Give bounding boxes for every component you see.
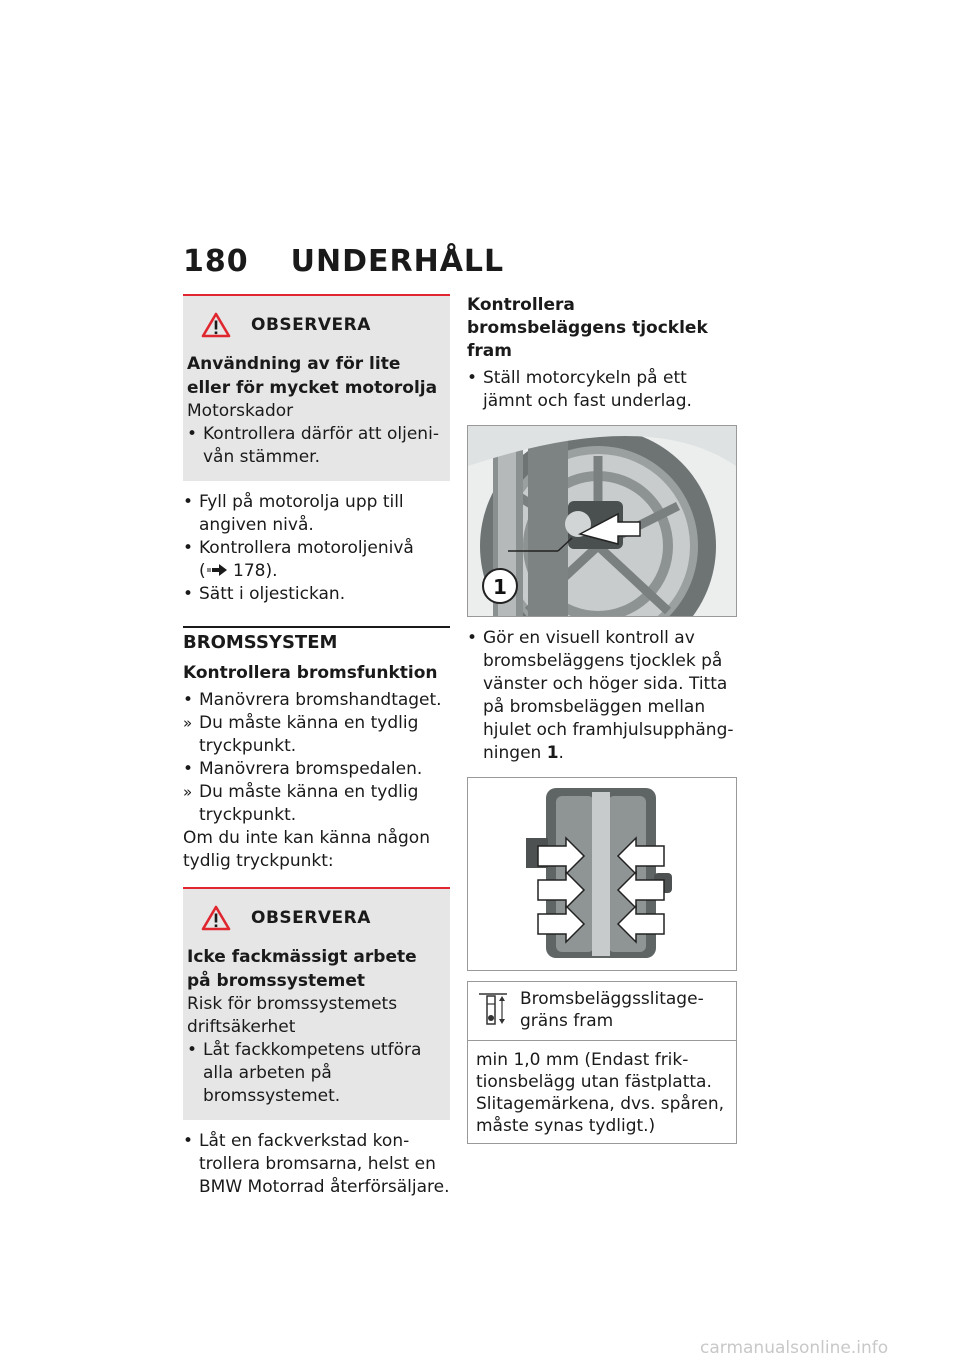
spec-table	[467, 981, 737, 1144]
left-column	[183, 294, 450, 1199]
notice-brakes-label: OBSERVERA	[251, 907, 371, 928]
step-visual-check-ref: 1	[546, 743, 559, 763]
page-number: 180	[183, 244, 249, 279]
brake-caliper-illustration	[468, 778, 736, 970]
step-visual-check	[467, 627, 737, 765]
spec-label: Bromsbeläggsslitagegräns fram	[520, 989, 704, 1031]
spec-head	[468, 982, 736, 1041]
step-level-ground: • Ställ motorcykeln på ett jämnt och fast underlag.	[467, 367, 737, 413]
notice-oil-action: • Kontrollera därför att oljenivån stämmer.	[187, 423, 440, 469]
brake-result-1: » Du måste känna en tydlig tryckpunkt.	[183, 712, 450, 758]
warning-triangle-icon	[201, 905, 231, 931]
step-ref-text: 178).	[233, 561, 278, 581]
notice-oil	[183, 294, 450, 481]
notice-oil-consequence: Motorskador	[187, 401, 294, 421]
step-workshop: • Låt en fackverkstad kontrollera bromsarna, helst en BMW Motorrad återförsäljare.	[183, 1130, 450, 1199]
notice-oil-title: Användning av för lite eller för mycket motorolja	[187, 354, 438, 398]
step-visual-check-text: Gör en visuell kontroll av bromsbeläggens tjocklek på vänster och höger sida. Titta på bromsbeläggen mellan hjulet och framhjulsupphängningen	[483, 628, 734, 763]
step-insert-dipstick: • Sätt i oljestickan.	[183, 583, 450, 606]
front-wheel-illustration	[468, 426, 736, 616]
footer-watermark: carmanualsonline.info	[700, 1338, 889, 1358]
notice-brakes-consequence: Risk för bromssystemets driftsäkerhet	[187, 994, 398, 1037]
brake-conditional: Om du inte kan känna någon tydlig tryckpunkt:	[183, 828, 430, 871]
figure-front-wheel	[467, 425, 737, 617]
brake-result-2: » Du måste känna en tydlig tryckpunkt.	[183, 781, 450, 827]
notice-oil-label: OBSERVERA	[251, 314, 371, 335]
step-check-oil-level: • Kontrollera motoroljenivå	[183, 537, 450, 560]
subtitle-brake-function: Kontrollera bromsfunktion	[183, 663, 438, 683]
notice-brakes-head	[201, 905, 440, 931]
page-title: UNDERHÅLL	[290, 244, 505, 279]
figure-callout-1: 1	[493, 575, 507, 599]
step-fill-oil: • Fyll på motorolja upp till angiven nivå.	[183, 491, 450, 537]
brake-pad-wear-icon	[476, 988, 510, 1030]
right-column	[467, 294, 737, 1144]
subtitle-brake-pads: Kontrollera bromsbeläggens tjocklek fram	[467, 295, 708, 361]
notice-brakes-title: Icke fackmässigt arbete på bromssystemet	[187, 947, 417, 991]
page-header	[183, 244, 504, 279]
figure-brake-caliper	[467, 777, 737, 971]
step-ref: ( 178).	[199, 561, 278, 581]
arrow-right-icon	[206, 563, 228, 577]
step-visual-check-end: .	[558, 743, 564, 763]
notice-brakes-action: • Låt fackkompetens utföra alla arbeten på bromssystemet.	[187, 1039, 440, 1108]
notice-brakes	[183, 887, 450, 1120]
warning-triangle-icon	[201, 312, 231, 338]
section-title-brakes: BROMSSYSTEM	[183, 626, 450, 654]
spec-value: min 1,0 mm (Endast friktionsbelägg utan fästplatta. Slitagemärkena, dvs. spåren, måste synas tydligt.)	[476, 1050, 725, 1136]
brake-step-1: • Manövrera bromshandtaget.	[183, 689, 450, 712]
notice-oil-head	[201, 312, 440, 338]
brake-step-2: • Manövrera bromspedalen.	[183, 758, 450, 781]
